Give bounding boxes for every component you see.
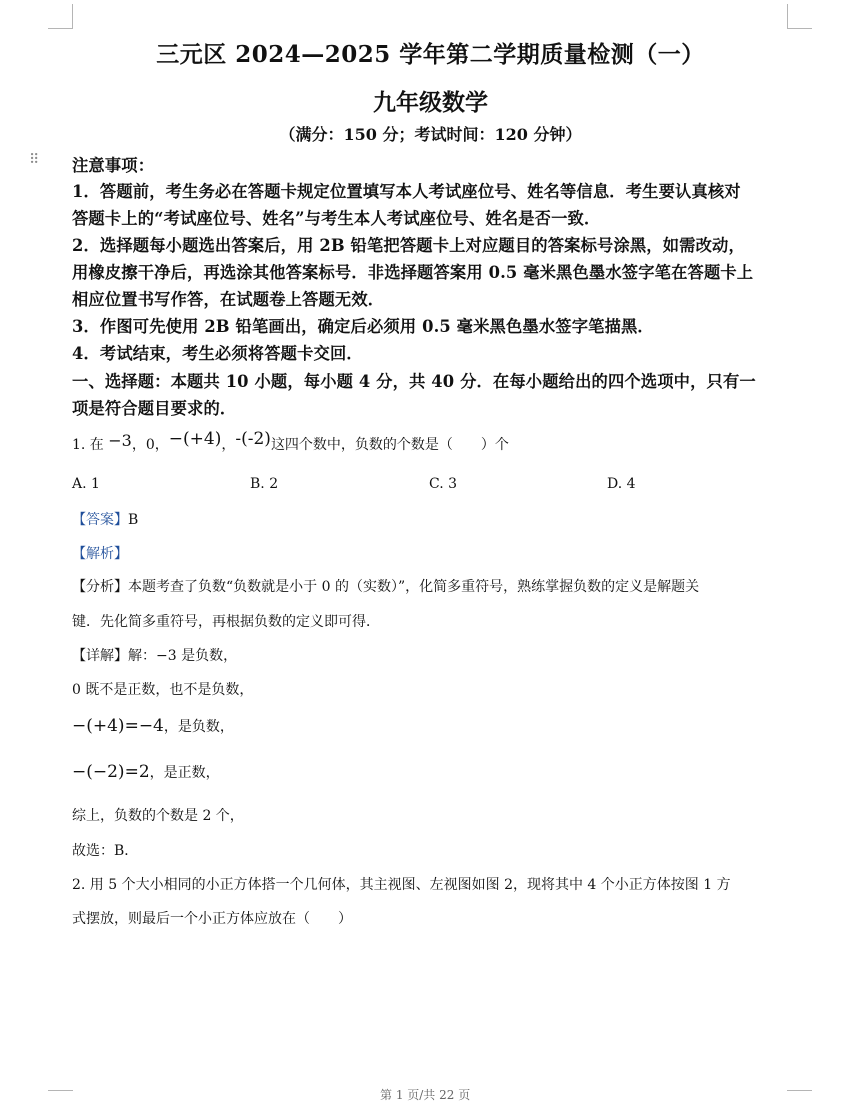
notice-line: 3．作图可先使用 2B 铅笔画出，确定后必须用 0.5 毫米黑色墨水签字笔描黑． (72, 317, 654, 336)
answer-tag: 【答案】 (72, 512, 128, 528)
notice-heading: 注意事项： (72, 156, 155, 175)
analysis-line: 键．先化简多重符号，再根据负数的定义即可得． (72, 614, 380, 630)
equation-1-line (72, 716, 234, 736)
notice-line: 1．答题前，考生务必在答题卡规定位置填写本人考试座位号、姓名等信息．考生要认真核对 (72, 182, 741, 201)
page-footer: 第 1 页/共 22 页 (380, 1088, 471, 1102)
crop-mark-top-left-v (72, 4, 73, 28)
q1-sep-1: ，0， (131, 437, 169, 453)
analysis-tag: 【解析】 (72, 546, 128, 562)
q1-suffix: 这四个数中，负数的个数是（ ）个 (270, 437, 509, 453)
drag-handle-icon[interactable]: ⠿ (29, 152, 38, 168)
question-1-stem (72, 429, 509, 454)
option-d: D. 4 (607, 476, 636, 492)
analysis-line: 【分析】本题考查了负数“负数就是小于 0 的（实数）”，化简多重符号，熟练掌握负数的定义是解题关 (72, 579, 700, 595)
q1-sep-2: ， (221, 437, 236, 453)
section-heading-line: 项是符合题目要求的． (72, 399, 237, 418)
summary-line: 综上，负数的个数是 2 个， (72, 808, 244, 824)
option-b: B. 2 (250, 476, 279, 492)
question-2-line: 式摆放，则最后一个小正方体应放在（ ） (72, 911, 352, 927)
option-c: C. 3 (429, 476, 458, 492)
notice-line: 用橡皮擦干净后，再选涂其他答案标号．非选择题答案用 0.5 毫米黑色墨水签字笔在答题卡上 (72, 263, 754, 282)
notice-line: 2．选择题每小题选出答案后，用 2B 铅笔把答题卡上对应题目的答案标号涂黑，如需改动， (72, 236, 745, 255)
q1-prefix: 1. 在 (72, 437, 104, 453)
option-a: A. 1 (72, 476, 100, 492)
q1-number-1: −3 (108, 431, 132, 450)
question-2-line: 2. 用 5 个大小相同的小正方体搭一个几何体，其主视图、左视图如图 2，现将其中 4 个小正方体按图 1 方 (72, 877, 731, 893)
equation-1-note: ，是负数， (163, 719, 234, 735)
zero-line: 0 既不是正数，也不是负数， (72, 682, 254, 698)
crop-mark-top-right-v (787, 4, 788, 28)
page-title: 三元区 2024—2025 学年第二学期质量检测（一） (156, 41, 705, 68)
equation-2-note: ，是正数， (149, 765, 220, 781)
section-heading-line: 一、选择题：本题共 10 小题，每小题 4 分，共 40 分．在每小题给出的四个选项中，只有一 (72, 372, 756, 391)
detail-line: 【详解】解：−3 是负数， (72, 648, 238, 664)
equation-2: −(−2)=2 (72, 762, 150, 782)
crop-mark-top-right-h (787, 28, 812, 29)
equation-1: −(+4)=−4 (72, 716, 164, 736)
answer-value: B (128, 512, 139, 528)
page-subtitle: 九年级数学 (373, 89, 488, 116)
crop-mark-bottom-left-h (48, 1090, 73, 1091)
choose-line: 故选：B． (72, 843, 139, 859)
notice-line: 4．考试结束，考生必须将答题卡交回． (72, 344, 363, 363)
answer-line (72, 509, 138, 529)
q1-number-3: -(-2) (235, 429, 271, 449)
notice-line: 答题卡上的“考试座位号、姓名”与考生本人考试座位号、姓名是否一致． (72, 209, 601, 228)
crop-mark-bottom-right-h (787, 1090, 812, 1091)
crop-mark-top-left-h (48, 28, 73, 29)
q1-number-2: −(+4) (168, 429, 222, 449)
exam-meta: （满分：150 分；考试时间：120 分钟） (279, 125, 582, 144)
equation-2-line (72, 762, 220, 782)
notice-line: 相应位置书写作答，在试题卷上答题无效． (72, 290, 385, 309)
